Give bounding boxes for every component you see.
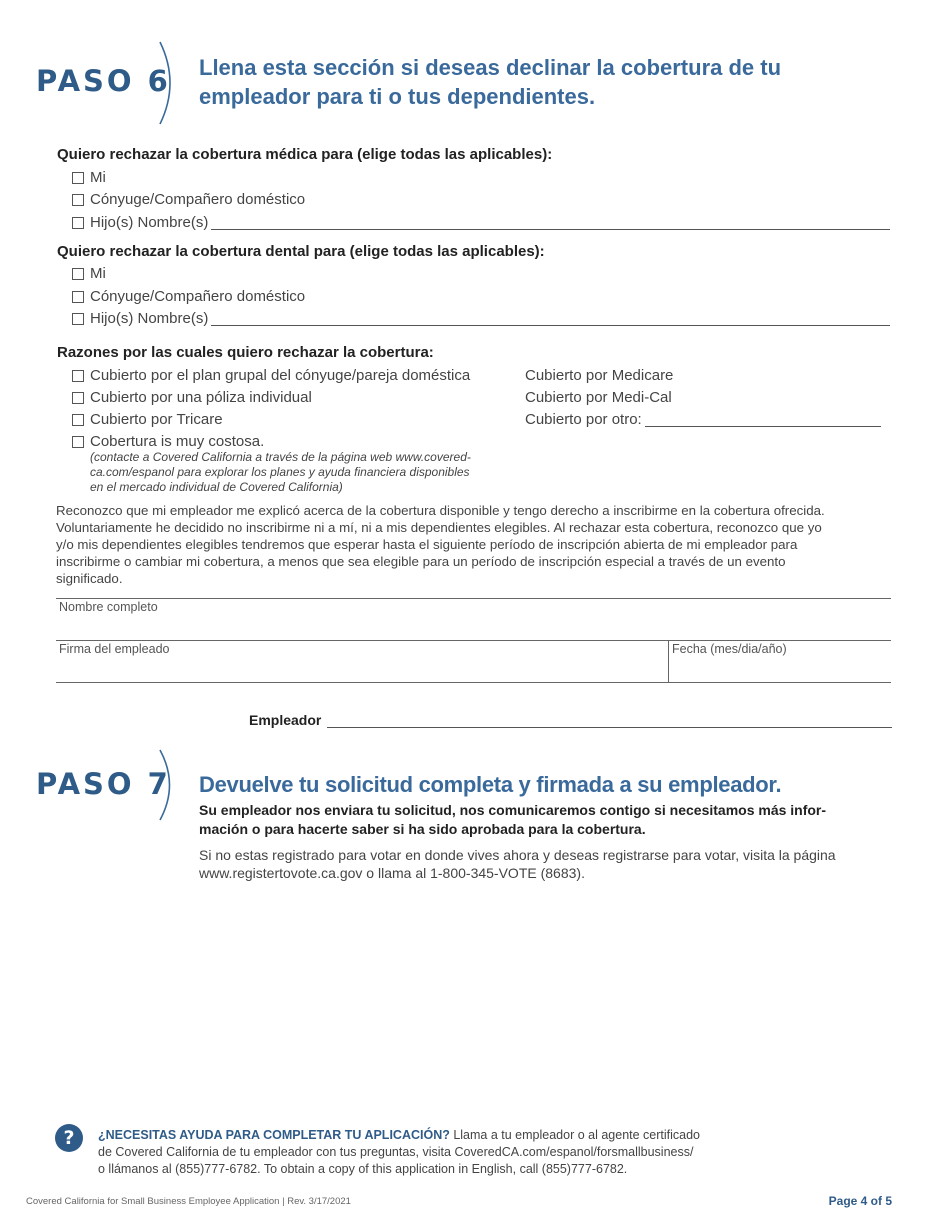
checkbox[interactable]: [72, 217, 84, 229]
ack-line-2: Voluntariamente he decidido no inscribirme ni a mí, ni a mis dependientes elegibles. Al rechazar esta cobertura, reconozco que yo: [56, 520, 822, 535]
reason-too-costly[interactable]: [72, 433, 264, 450]
full-name-field[interactable]: [56, 598, 891, 640]
dental-option-spouse-label: Cónyuge/Compañero doméstico: [90, 288, 306, 305]
step6-title-line1: Llena esta sección si deseas declinar la cobertura de tu: [199, 55, 782, 80]
checkbox[interactable]: [72, 370, 84, 382]
checkbox[interactable]: [72, 291, 84, 303]
checkbox[interactable]: [72, 194, 84, 206]
checkbox[interactable]: [72, 313, 84, 325]
step6-bracket: [158, 40, 182, 126]
medical-option-spouse[interactable]: [72, 191, 305, 208]
reason-medicare-label: Cubierto por Medicare: [525, 367, 674, 384]
reason-medi-cal[interactable]: [525, 389, 672, 406]
medical-option-children[interactable]: [72, 214, 890, 231]
checkbox[interactable]: [72, 172, 84, 184]
checkbox[interactable]: [72, 268, 84, 280]
step6-title-line2: empleador para ti o tus dependientes.: [199, 84, 596, 109]
dental-option-children-label: Hijo(s) Nombre(s): [90, 310, 209, 327]
reason-spouse-plan[interactable]: [72, 367, 470, 384]
reason-spouse-plan-label: Cubierto por el plan grupal del cónyuge/pareja doméstica: [90, 367, 471, 384]
divider: [56, 682, 891, 683]
dental-option-children[interactable]: [72, 310, 890, 327]
reason-individual-policy[interactable]: [72, 389, 312, 406]
step6-label: PASO 6: [36, 64, 171, 98]
step7-info-line-2: www.registertovote.ca.gov o llama al 1-800-345-VOTE (8683).: [199, 865, 585, 881]
signature-label: Firma del empleado: [59, 642, 170, 656]
reason-tricare-label: Cubierto por Tricare: [90, 411, 223, 428]
reason-other-field[interactable]: [645, 412, 881, 427]
employer-row[interactable]: [249, 712, 892, 728]
reasons-heading: Razones por las cuales quiero rechazar la cobertura:: [57, 344, 434, 361]
step7-title: Devuelve tu solicitud completa y firmada a su empleador.: [199, 772, 782, 797]
step7-bold-text: [199, 801, 826, 839]
page-number: Page 4 of 5: [828, 1194, 892, 1208]
medical-option-spouse-label: Cónyuge/Compañero doméstico: [90, 191, 306, 208]
help-title: ¿NECESITAS AYUDA PARA COMPLETAR TU APLICACIÓN?: [98, 1128, 450, 1142]
note-line-1: (contacte a Covered California a través de la página web www.covered-: [90, 450, 471, 464]
reason-other-label: Cubierto por otro:: [525, 411, 642, 428]
step7-info-text: [199, 846, 836, 882]
help-text: [98, 1127, 700, 1178]
medical-option-mi-label: Mi: [90, 169, 106, 186]
medical-heading: Quiero rechazar la cobertura médica para (elige todas las aplicables):: [57, 146, 553, 163]
dental-children-names-field[interactable]: [211, 311, 890, 326]
ack-line-3: y/o mis dependientes elegibles tendremos que esperar hasta el siguiente período de inscripción abierta de mi empleador para: [56, 537, 798, 552]
step7-bold-line-1: Su empleador nos enviara tu solicitud, nos comunicaremos contigo si necesitamos más infor-: [199, 802, 827, 818]
note-line-2: ca.com/espanol para explorar los planes y ayuda financiera disponibles: [90, 465, 470, 479]
date-label: Fecha (mes/dia/año): [672, 642, 787, 656]
reason-medicare[interactable]: [525, 367, 673, 384]
date-field[interactable]: [669, 640, 891, 682]
dental-option-mi-label: Mi: [90, 265, 106, 282]
ack-line-5: significado.: [56, 571, 123, 586]
medical-children-names-field[interactable]: [211, 215, 890, 230]
step7-bold-line-2: mación o para hacerte saber si ha sido aprobada para la cobertura.: [199, 821, 646, 837]
help-line-2: de Covered California de tu empleador con tus preguntas, visita CoveredCA.com/espanol/forsmallbusiness/: [98, 1145, 694, 1159]
footer-text: Covered California for Small Business Employee Application | Rev. 3/17/2021: [26, 1196, 351, 1207]
step7-label: PASO 7: [36, 767, 171, 801]
note-line-3: en el mercado individual de Covered California): [90, 480, 343, 494]
dental-option-mi[interactable]: [72, 265, 106, 282]
step6-title: [199, 53, 781, 111]
reason-costly-note: [90, 450, 471, 495]
dental-heading: Quiero rechazar la cobertura dental para (elige todas las aplicables):: [57, 243, 545, 260]
acknowledgement-text: [56, 502, 896, 587]
dental-option-spouse[interactable]: [72, 288, 305, 305]
step7-bracket: [158, 748, 182, 822]
medical-option-children-label: Hijo(s) Nombre(s): [90, 214, 209, 231]
checkbox[interactable]: [72, 414, 84, 426]
checkbox[interactable]: [72, 436, 84, 448]
employer-field[interactable]: [327, 713, 892, 728]
ack-line-1: Reconozco que mi empleador me explicó acerca de la cobertura disponible y tengo derecho a inscribirme en la cobertura ofrecida.: [56, 503, 825, 518]
checkbox[interactable]: [72, 392, 84, 404]
signature-field[interactable]: [56, 640, 668, 682]
help-question-icon: ?: [55, 1124, 83, 1152]
reason-other[interactable]: [525, 411, 881, 428]
help-line-1: Llama a tu empleador o al agente certificado: [449, 1128, 701, 1142]
reason-too-costly-label: Cobertura is muy costosa.: [90, 433, 265, 450]
reason-tricare[interactable]: [72, 411, 223, 428]
reason-medi-cal-label: Cubierto por Medi-Cal: [525, 389, 672, 406]
help-line-3: o llámanos al (855)777-6782. To obtain a copy of this application in English, call (855)777-6782.: [98, 1162, 628, 1176]
step7-info-line-1: Si no estas registrado para votar en donde vives ahora y deseas registrarse para votar, visita la página: [199, 847, 836, 863]
ack-line-4: inscribirme o cambiar mi cobertura, a menos que sea elegible para un período de inscripción especial a través de un evento: [56, 554, 786, 569]
medical-option-mi[interactable]: [72, 169, 106, 186]
full-name-label: Nombre completo: [59, 600, 158, 614]
employer-label: Empleador: [249, 712, 322, 728]
reason-individual-policy-label: Cubierto por una póliza individual: [90, 389, 312, 406]
